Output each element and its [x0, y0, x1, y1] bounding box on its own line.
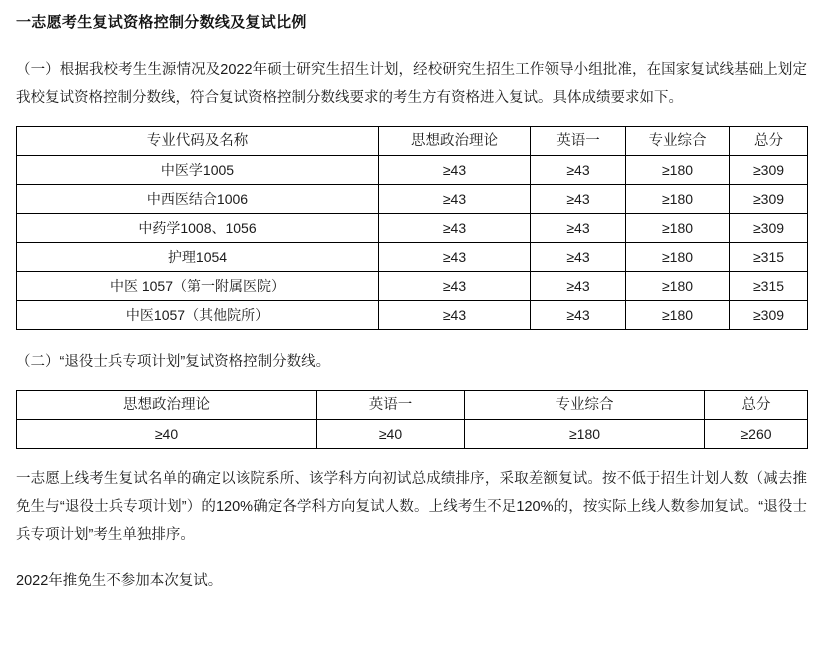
table-cell-total: ≥315 — [730, 243, 808, 272]
table-header-row — [17, 391, 808, 420]
table-cell-politics: ≥43 — [379, 272, 531, 301]
table-cell-major: 中医 1057（第一附属医院） — [17, 272, 379, 301]
table-cell-english: ≥43 — [531, 156, 626, 185]
table-cell-comprehensive: ≥180 — [626, 301, 730, 330]
table-row — [17, 156, 808, 185]
table-cell-comprehensive: ≥180 — [626, 156, 730, 185]
table-header-row — [17, 127, 808, 156]
table-cell-english: ≥43 — [531, 301, 626, 330]
page-title: 一志愿考生复试资格控制分数线及复试比例 — [16, 14, 307, 31]
table-cell-total: ≥315 — [730, 272, 808, 301]
table-header-cell: 总分 — [705, 391, 808, 420]
table-cell-english: ≥43 — [531, 185, 626, 214]
table-row — [17, 420, 808, 449]
table-row — [17, 301, 808, 330]
table-cell-politics: ≥43 — [379, 214, 531, 243]
table-cell-comprehensive: ≥180 — [465, 420, 705, 449]
table-cell-comprehensive: ≥180 — [626, 214, 730, 243]
table-header-cell: 思想政治理论 — [379, 127, 531, 156]
table-row — [17, 214, 808, 243]
table-cell-politics: ≥43 — [379, 156, 531, 185]
veteran-score-line-table — [16, 390, 808, 449]
table-cell-major: 中医学1005 — [17, 156, 379, 185]
paragraph-two: （二）“退役士兵专项计划”复试资格控制分数线。 — [16, 354, 331, 370]
table-row — [17, 272, 808, 301]
table-header-cell: 专业综合 — [465, 391, 705, 420]
table-cell-major: 护理1054 — [17, 243, 379, 272]
table-cell-comprehensive: ≥180 — [626, 185, 730, 214]
table-cell-comprehensive: ≥180 — [626, 243, 730, 272]
table-header-cell: 专业综合 — [626, 127, 730, 156]
paragraph-four: 2022年推免生不参加本次复试。 — [16, 573, 223, 589]
table-cell-politics: ≥43 — [379, 243, 531, 272]
table-header-cell: 专业代码及名称 — [17, 127, 379, 156]
table-cell-politics: ≥43 — [379, 301, 531, 330]
table-row — [17, 243, 808, 272]
table-cell-total: ≥309 — [730, 185, 808, 214]
table-cell-major: 中医1057（其他院所） — [17, 301, 379, 330]
table-header-cell: 英语一 — [317, 391, 465, 420]
table-cell-english: ≥40 — [317, 420, 465, 449]
paragraph-three: 一志愿上线考生复试名单的确定以该院系所、该学科方向初试总成绩排序，采取差额复试。按不低于招生计划人数（减去推免生与“退役士兵专项计划”）的120%确定各学科方向复试人数。上线考生不足120%的，按实际上线人数参加复试。“退役士兵专项计划”考生单独排序。 — [16, 471, 807, 543]
paragraph-one: （一）根据我校考生生源情况及2022年硕士研究生招生计划，经校研究生招生工作领导小组批准，在国家复试线基础上划定我校复试资格控制分数线，符合复试资格控制分数线要求的考生方有资格进入复试。具体成绩要求如下。 — [16, 62, 807, 106]
table-cell-total: ≥260 — [705, 420, 808, 449]
table-row — [17, 185, 808, 214]
table-cell-total: ≥309 — [730, 301, 808, 330]
table-cell-major: 中药学1008、1056 — [17, 214, 379, 243]
table-cell-politics: ≥40 — [17, 420, 317, 449]
table-header-cell: 思想政治理论 — [17, 391, 317, 420]
table-cell-major: 中西医结合1006 — [17, 185, 379, 214]
table-cell-total: ≥309 — [730, 156, 808, 185]
table-cell-politics: ≥43 — [379, 185, 531, 214]
table-cell-english: ≥43 — [531, 214, 626, 243]
table-header-cell: 英语一 — [531, 127, 626, 156]
table-header-cell: 总分 — [730, 127, 808, 156]
table-cell-comprehensive: ≥180 — [626, 272, 730, 301]
score-line-table — [16, 126, 808, 330]
table-cell-english: ≥43 — [531, 243, 626, 272]
table-cell-english: ≥43 — [531, 272, 626, 301]
table-cell-total: ≥309 — [730, 214, 808, 243]
